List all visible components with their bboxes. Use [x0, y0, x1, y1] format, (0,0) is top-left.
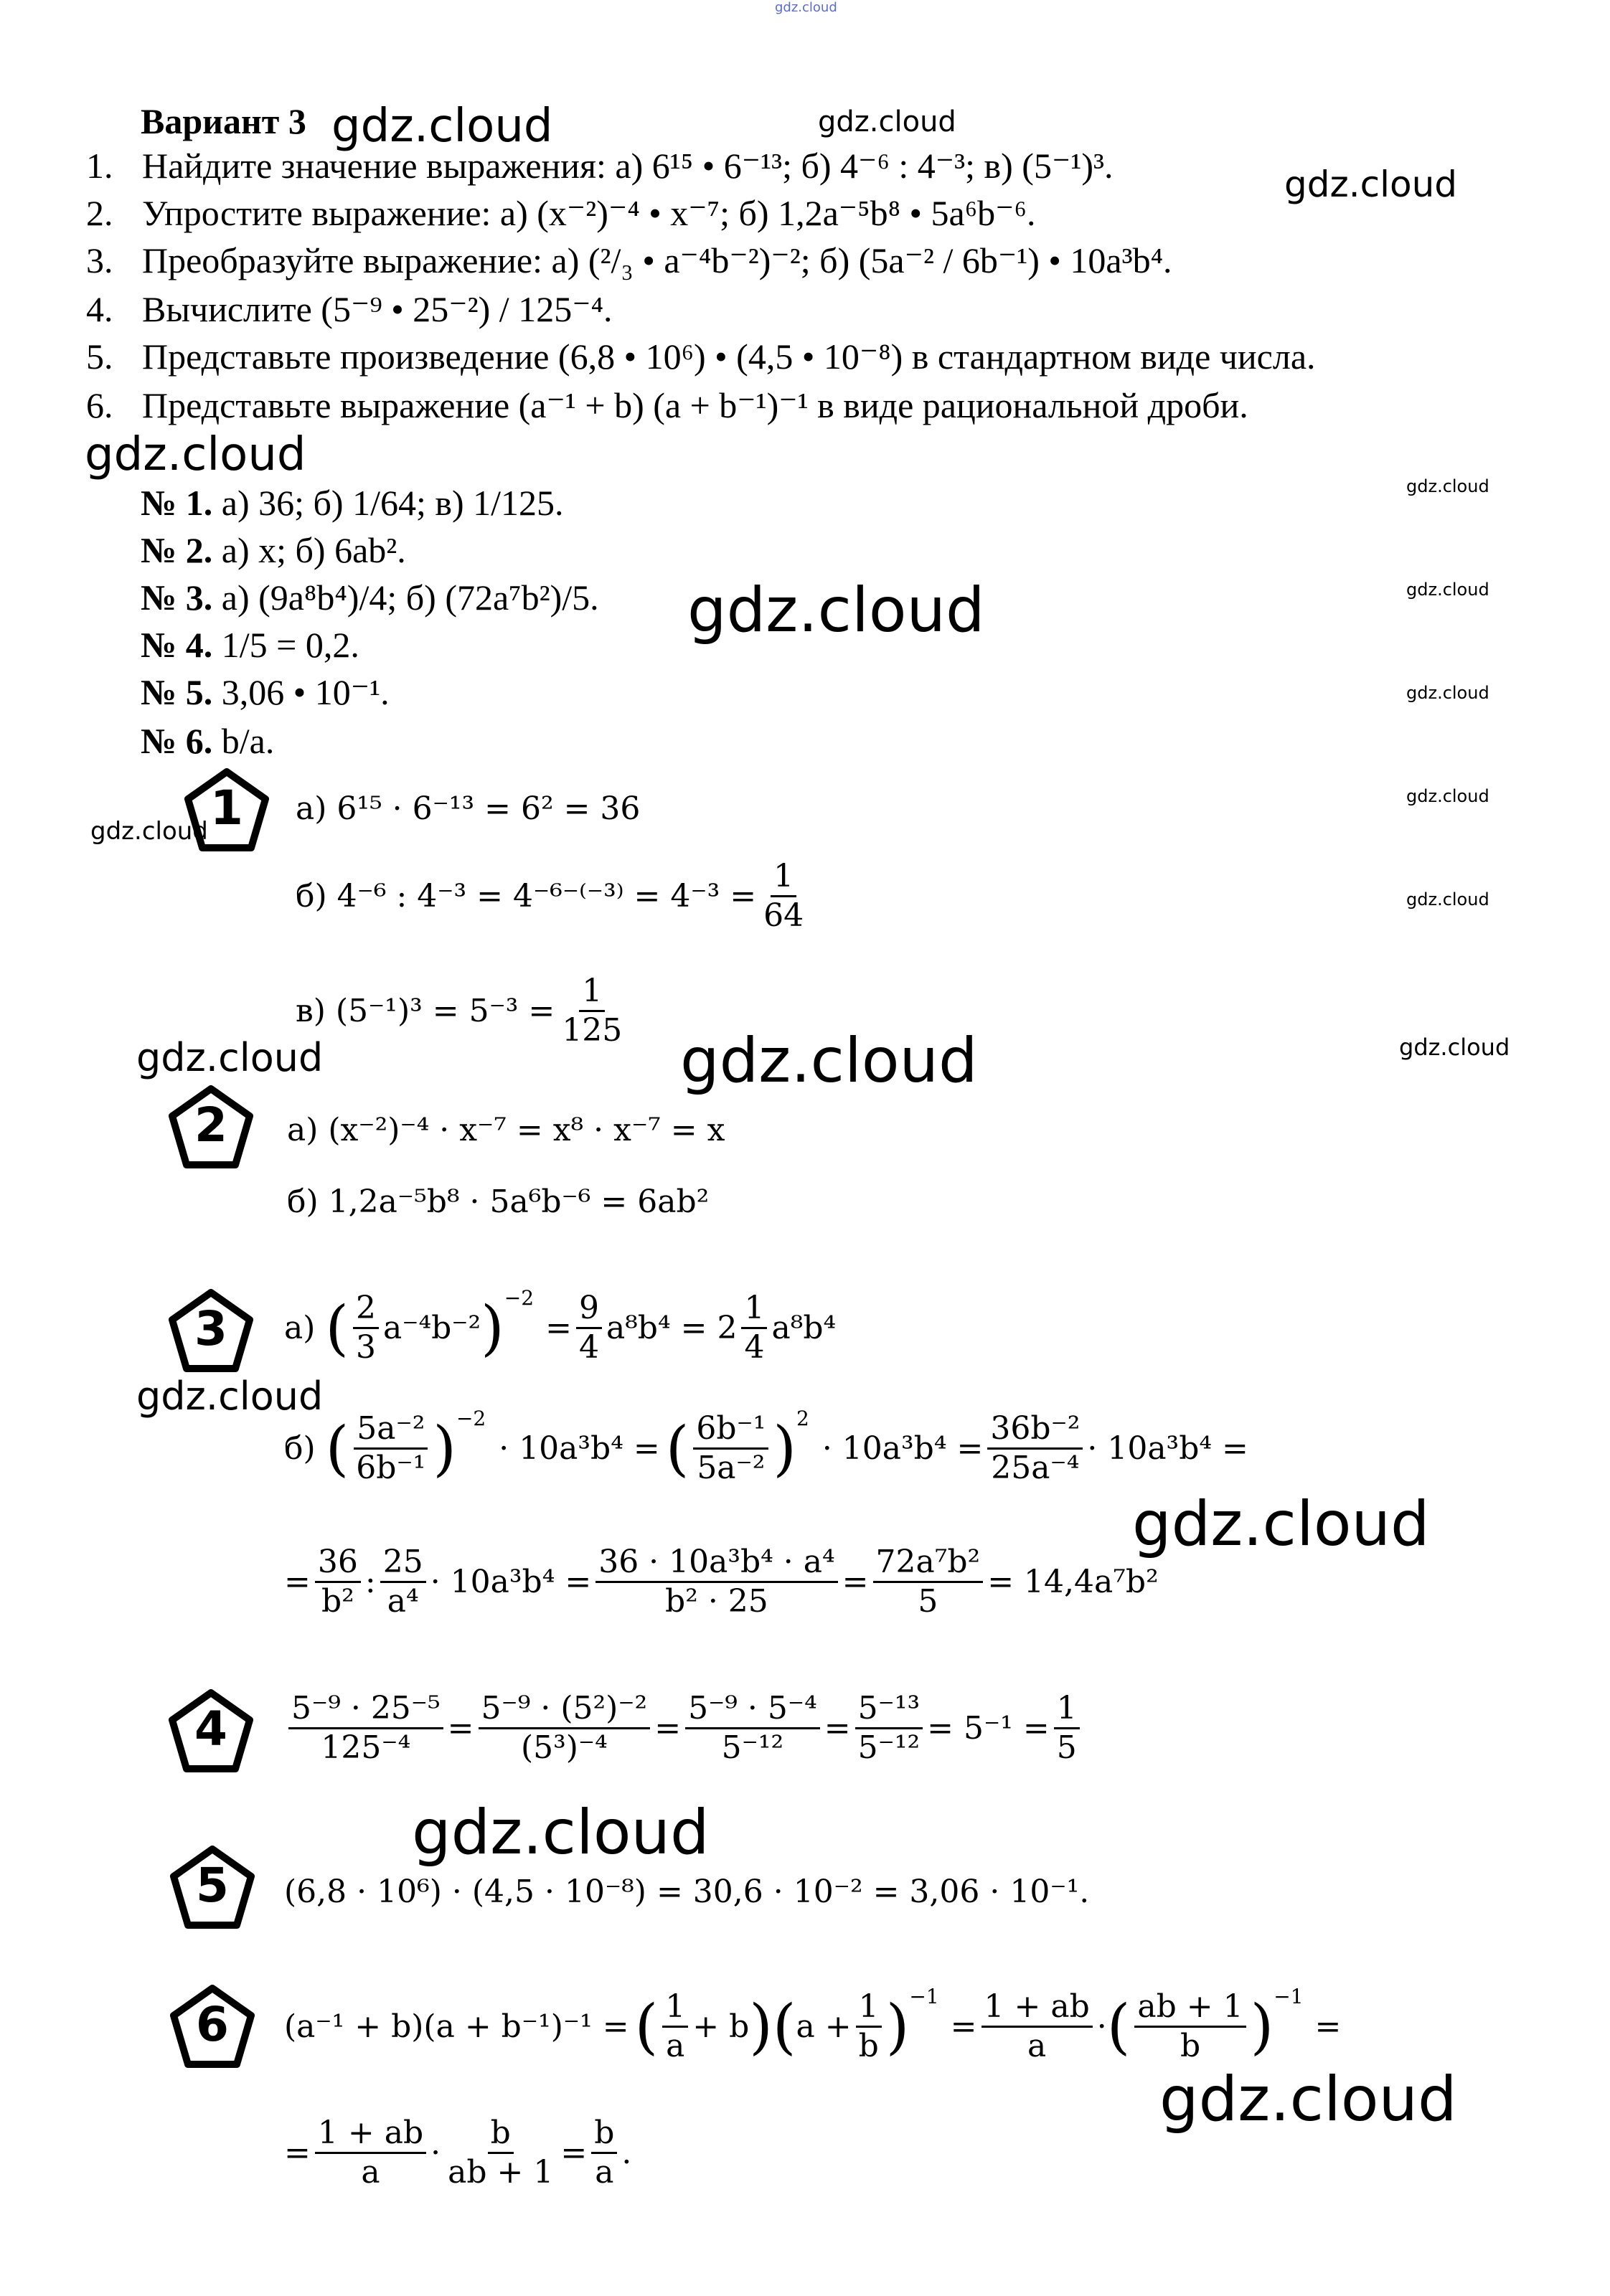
answer-label: № 5. [141, 672, 213, 712]
denominator: 5⁻¹² [721, 1729, 784, 1766]
task-badge [168, 1085, 254, 1171]
fraction [855, 1690, 923, 1766]
variant-title: Вариант 3 [141, 101, 306, 141]
numerator: 5⁻⁹ · 5⁻⁴ [685, 1693, 820, 1729]
watermark: gdz.cloud [1406, 476, 1489, 496]
badge-number: 1 [210, 780, 243, 836]
watermark: gdz.cloud [136, 1035, 324, 1080]
numerator: 6b⁻¹ [693, 1413, 768, 1450]
denominator: 5⁻¹² [857, 1729, 921, 1766]
denominator: 5 [918, 1583, 938, 1620]
badge-number: 2 [194, 1097, 227, 1153]
watermark: gdz.cloud [1132, 1488, 1430, 1560]
answer-item [141, 577, 599, 618]
solution-1c [296, 975, 629, 1047]
answer-item [141, 627, 359, 663]
denominator: a⁴ [387, 1583, 419, 1620]
answer-text: а) 36; б) 1/64; в) 1/125. [221, 483, 564, 523]
task-item [86, 148, 1113, 184]
badge-number: 5 [196, 1858, 229, 1913]
numerator: 36 · 10a³b⁴ · a⁴ [595, 1546, 837, 1583]
solution-text: в) (5⁻¹)³ = 5⁻³ = [296, 992, 555, 1029]
solution-5: (6,8 · 10⁶) · (4,5 · 10⁻⁸) = 30,6 · 10⁻² = 3,06 · 10⁻¹. [284, 1874, 1090, 1910]
solution-text: · [1096, 2008, 1107, 2045]
fraction [741, 1290, 767, 1366]
denominator: 4 [578, 1329, 599, 1366]
fraction [353, 1410, 428, 1486]
task-text: Найдите значение выражения: а) 6¹⁵ • 6⁻¹³; б) 4⁻⁶ : 4⁻³; в) (5⁻¹)³. [142, 146, 1114, 186]
watermark: gdz.cloud [1406, 889, 1489, 910]
denominator: b [1180, 2028, 1201, 2064]
solution-text: + b [692, 2008, 750, 2045]
solution-text: = [1314, 2008, 1342, 2045]
solution-3c [284, 1544, 1159, 1620]
solution-text: = 14,4a⁷b² [987, 1563, 1159, 1600]
answer-item [141, 674, 390, 710]
denominator: a [595, 2154, 614, 2191]
badge-number: 6 [196, 1997, 229, 2052]
answer-text: 1/5 = 0,2. [221, 625, 359, 665]
solution-4: $\frac{\text{5⁻⁹ · 25⁻⁵}}{\text{125⁻⁴}}$ = $\frac{\text{5⁻⁹ · (5²)⁻²}}{\text{(5³)⁻⁴}}$ = $\frac{\text{5⁻⁹ · 5⁻⁴}}{\text{5⁻¹²}}$ = $\frac{\text{5⁻¹³}}{\text{5⁻¹²}}$ = 5⁻¹ = $\frac{1}{5}$ [284, 1693, 1084, 1764]
denominator: 25a⁻⁴ [991, 1450, 1080, 1486]
solution-text: = [560, 2134, 588, 2171]
numerator: b [488, 2117, 514, 2154]
solution-3b: б) ( $\frac{\text{5a⁻²}}{\text{6b⁻¹}}$ ) −2 · 10a³b⁴ = ( $\frac{\text{6b⁻¹}}{\text{5a⁻²}}$ ) 2 · 10a³b⁴ = $\frac{\text{36b⁻²}}{\text{25a⁻⁴}}$ · 10a³b⁴ = [284, 1407, 1248, 1486]
numerator: 5⁻⁹ · (5²)⁻² [479, 1693, 651, 1729]
task-item [86, 242, 1172, 278]
watermark: gdz.cloud [1406, 683, 1489, 703]
watermark: gdz.cloud [1284, 164, 1458, 205]
fraction [1054, 1690, 1080, 1766]
solution-1a: а) 6¹⁵ · 6⁻¹³ = 6² = 36 [296, 790, 641, 827]
solution-text: a⁸b⁴ = 2 [606, 1309, 738, 1346]
numerator: 2 [353, 1293, 379, 1329]
fraction [445, 2115, 556, 2191]
answer-text: b/a. [221, 721, 275, 761]
denominator: 6b⁻¹ [356, 1450, 426, 1486]
task-text: Упростите выражение: а) (x⁻²)⁻⁴ • x⁻⁷; б) 1,2a⁻⁵b⁸ • 5a⁶b⁻⁶. [142, 193, 1036, 233]
task-number: 1. [86, 146, 113, 186]
solution-text: = 5⁻¹ = [927, 1709, 1050, 1747]
solution-text: · [430, 2134, 441, 2171]
fraction [693, 1410, 768, 1486]
solution-text: a⁻⁴b⁻² [383, 1309, 481, 1346]
denominator: 64 [763, 897, 804, 934]
fraction [761, 858, 806, 934]
watermark: gdz.cloud [85, 428, 306, 481]
watermark: gdz.cloud [1159, 2064, 1457, 2135]
numerator: 1 + ab [315, 2117, 426, 2154]
fraction [576, 1290, 602, 1366]
task-badge [168, 1288, 254, 1374]
denominator: 3 [356, 1329, 377, 1366]
fraction [353, 1290, 379, 1366]
fraction [1134, 1988, 1246, 2064]
numerator: 9 [576, 1293, 602, 1329]
answer-label: № 3. [141, 577, 213, 618]
solution-text: = [842, 1563, 869, 1600]
solution-text: б) [284, 1430, 316, 1467]
task-badge [169, 1845, 255, 1931]
denominator: 5a⁻² [697, 1450, 766, 1486]
watermark-top: gdz.cloud [775, 0, 837, 15]
fraction [380, 1544, 426, 1620]
solution-text: = [284, 1563, 311, 1600]
answer-label: № 2. [141, 530, 213, 570]
numerator: 5⁻⁹ · 25⁻⁵ [288, 1693, 443, 1729]
exponent: −1 [1274, 1985, 1304, 2008]
denominator: b² [321, 1583, 354, 1620]
denominator: (5³)⁻⁴ [520, 1729, 608, 1766]
task-item [86, 195, 1035, 231]
solution-text: · 10a³b⁴ = [1087, 1430, 1248, 1467]
solution-text: (a⁻¹ + b)(a + b⁻¹)⁻¹ = [284, 2008, 629, 2045]
answer-label: № 6. [141, 721, 213, 761]
solution-1b [296, 858, 811, 934]
watermark: gdz.cloud [818, 105, 956, 138]
numerator: 1 [741, 1293, 767, 1329]
fraction [315, 2115, 426, 2191]
task-badge [169, 1984, 255, 2070]
fraction [559, 975, 625, 1047]
solution-text: = [545, 1309, 572, 1346]
denominator: a [1027, 2028, 1047, 2064]
numerator: 36 [315, 1546, 361, 1583]
answer-text: а) (9a⁸b⁴)/4; б) (72a⁷b²)/5. [221, 577, 599, 618]
answer-text: а) x; б) 6ab². [221, 530, 406, 570]
watermark: gdz.cloud [90, 817, 208, 846]
numerator: 72a⁷b² [873, 1546, 984, 1583]
fraction [662, 1988, 688, 2064]
fraction [987, 1410, 1083, 1486]
badge-number: 3 [194, 1301, 227, 1356]
answer-label: № 4. [141, 625, 213, 665]
task-number: 6. [86, 385, 113, 425]
solution-2a: а) (x⁻²)⁻⁴ · x⁻⁷ = x⁸ · x⁻⁷ = x [287, 1112, 725, 1148]
solution-text: · 10a³b⁴ = [430, 1563, 592, 1600]
solution-text: · 10a³b⁴ = [499, 1430, 660, 1467]
numerator: 1 [662, 1991, 688, 2028]
denominator: 4 [744, 1329, 765, 1366]
task-text: Представьте выражение (a⁻¹ + b) (a + b⁻¹)⁻¹ в виде рациональной дроби. [142, 385, 1248, 425]
exponent: −1 [909, 1985, 939, 2008]
fraction [288, 1690, 443, 1766]
badge-number: 4 [194, 1701, 227, 1757]
numerator: 36b⁻² [987, 1413, 1083, 1450]
numerator: 5⁻¹³ [855, 1693, 923, 1729]
solution-3a: а) ( $\frac{2}{3}$ a⁻⁴b⁻² ) −2 = $\frac{9}{4}$ a⁸b⁴ = 2 $\frac{1}{4}$ a⁸b⁴ [284, 1286, 837, 1366]
watermark: gdz.cloud [1406, 786, 1489, 806]
watermark: gdz.cloud [331, 100, 553, 153]
task-number: 2. [86, 193, 113, 233]
denominator: b² · 25 [665, 1583, 768, 1620]
fraction [591, 2115, 617, 2191]
watermark: gdz.cloud [1406, 580, 1489, 600]
solution-2b: б) 1,2a⁻⁵b⁸ · 5a⁶b⁻⁶ = 6ab² [287, 1184, 710, 1220]
solution-text: = [950, 2008, 977, 2045]
solution-text: : [364, 1563, 376, 1600]
solution-text: а) [284, 1309, 316, 1346]
solution-text: a⁸b⁴ [771, 1309, 837, 1346]
solution-text: = [284, 2134, 311, 2171]
task-item [86, 336, 1316, 377]
task-text: Вычислите (5⁻⁹ • 25⁻²) / 125⁻⁴. [142, 289, 613, 329]
numerator: 1 [579, 975, 605, 1012]
numerator: 25 [380, 1546, 426, 1583]
denominator: b [858, 2028, 879, 2064]
task-number: 4. [86, 289, 113, 329]
watermark: gdz.cloud [136, 1374, 324, 1419]
denominator: 125⁻⁴ [321, 1729, 411, 1766]
numerator: 1 [1054, 1693, 1080, 1729]
task-number: 3. [86, 240, 113, 280]
answer-item [141, 723, 274, 759]
fraction [981, 1988, 1093, 2064]
watermark: gdz.cloud [412, 1797, 710, 1869]
solution-text: . [621, 2134, 632, 2171]
solution-6b [284, 2115, 632, 2191]
watermark: gdz.cloud [687, 575, 985, 646]
task-badge [168, 1688, 254, 1775]
answer-text: 3,06 • 10⁻¹. [221, 672, 390, 712]
task-number: 5. [86, 336, 113, 377]
denominator: 5 [1056, 1729, 1077, 1766]
fraction [479, 1690, 651, 1766]
denominator: a [361, 2154, 380, 2191]
solution-text: б) 4⁻⁶ : 4⁻³ = 4⁻⁶⁻⁽⁻³⁾ = 4⁻³ = [296, 877, 757, 915]
task-text: Представьте произведение (6,8 • 10⁶) • (4,5 • 10⁻⁸) в стандартном виде числа. [142, 336, 1316, 377]
watermark: gdz.cloud [1399, 1034, 1510, 1061]
answer-item [141, 532, 406, 568]
exponent: 2 [796, 1407, 809, 1430]
denominator: ab + 1 [448, 2154, 554, 2191]
watermark: gdz.cloud [680, 1025, 978, 1097]
numerator: b [591, 2117, 617, 2154]
exponent: −2 [504, 1286, 535, 1310]
solution-6a: (a⁻¹ + b)(a + b⁻¹)⁻¹ = ( $\frac{1}{a}$ + b ) ( a + $\frac{1}{b}$ ) −1 = $\frac{1 + ab}{a}$ · ( $\frac{ab + 1}{b}$ ) −1 = [284, 1985, 1342, 2064]
answer-label: № 1. [141, 483, 213, 523]
fraction [685, 1690, 820, 1766]
numerator: ab + 1 [1134, 1991, 1246, 2028]
fraction [315, 1544, 361, 1620]
numerator: 5a⁻² [354, 1413, 428, 1450]
task-item [86, 387, 1248, 423]
numerator: 1 [771, 861, 796, 897]
denominator: 125 [562, 1012, 623, 1049]
exponent: −2 [456, 1407, 486, 1430]
solution-text: a + [796, 2008, 852, 2045]
numerator: 1 + ab [981, 1991, 1093, 2028]
fraction [595, 1544, 837, 1620]
fraction [873, 1544, 984, 1620]
answer-item [141, 485, 564, 521]
task-item [86, 291, 613, 327]
solution-text: · 10a³b⁴ = [822, 1430, 984, 1467]
denominator: a [666, 2028, 685, 2064]
task-text: Преобразуйте выражение: а) (²/₃ • a⁻⁴b⁻²)⁻²; б) (5a⁻² / 6b⁻¹) • 10a³b⁴. [142, 240, 1172, 280]
numerator: 1 [856, 1991, 882, 2028]
fraction [856, 1988, 882, 2064]
